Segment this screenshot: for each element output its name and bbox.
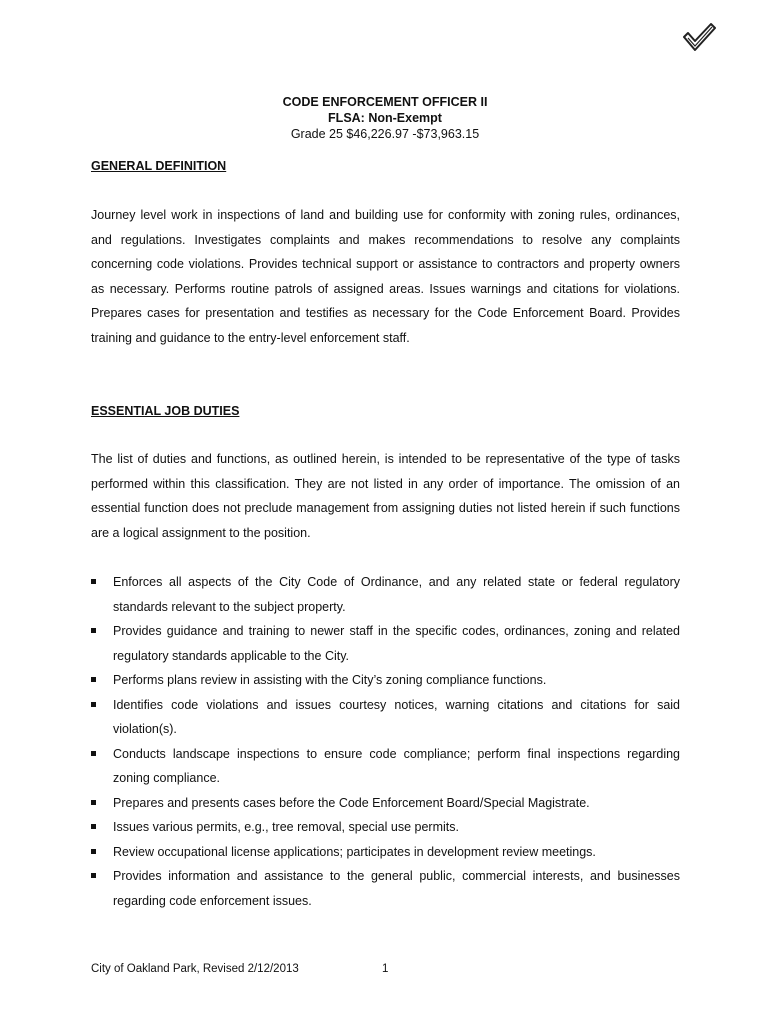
bullet-icon xyxy=(91,579,96,584)
duties-list xyxy=(91,570,680,913)
general-definition-heading: GENERAL DEFINITION xyxy=(91,159,227,173)
duty-text: Identifies code violations and issues courtesy notices, warning citations and citations for said violation(s). xyxy=(113,697,680,736)
job-title: CODE ENFORCEMENT OFFICER II xyxy=(282,95,488,109)
list-item xyxy=(91,791,680,816)
general-definition-text: Journey level work in inspections of land and building use for conformity with zoning rules, ordinances, and regulations. Investigates complaints and makes recommendations to resolve any complaints concerning code violations. Provides technical support or assistance to contractors and property owners as necessary. Performs routine patrols of assigned areas. Issues warnings and citations for violations. Prepares cases for presentation and testifies as necessary for the Code Enforcement Board. Provides training and guidance to the entry-level enforcement staff. xyxy=(91,208,680,345)
list-item xyxy=(91,619,680,668)
duty-text: Performs plans review in assisting with the City’s zoning compliance functions. xyxy=(113,673,547,687)
list-item xyxy=(91,668,680,693)
bullet-icon xyxy=(91,800,96,805)
bullet-icon xyxy=(91,849,96,854)
list-item xyxy=(91,840,680,865)
list-item xyxy=(91,815,680,840)
bullet-icon xyxy=(91,702,96,707)
duty-text: Conducts landscape inspections to ensure code compliance; perform final inspections regarding zoning compliance. xyxy=(113,746,680,785)
page-number: 1 xyxy=(382,963,389,975)
duty-text: Provides information and assistance to the general public, commercial interests, and businesses regarding code enforcement issues. xyxy=(113,869,680,908)
duty-text: Provides guidance and training to newer staff in the specific codes, ordinances, zoning and related regulatory standards applicable to the City. xyxy=(113,624,680,663)
bullet-icon xyxy=(91,824,96,829)
footer-revision: City of Oakland Park, Revised 2/12/2013 xyxy=(91,963,299,975)
flsa-status: FLSA: Non-Exempt xyxy=(328,111,442,125)
duty-text: Enforces all aspects of the City Code of Ordinance, and any related state or federal regulatory standards relevant to the subject property. xyxy=(113,575,680,614)
essential-duties-intro: The list of duties and functions, as outlined herein, is intended to be representative of the type of tasks performed within this classification. They are not listed in any order of importance. The omission of an essential function does not preclude management from assigning duties not listed herein if such functions are a logical assignment to the position. xyxy=(91,452,680,540)
duty-text: Issues various permits, e.g., tree removal, special use permits. xyxy=(113,820,459,834)
essential-duties-heading: ESSENTIAL JOB DUTIES xyxy=(91,404,240,418)
bullet-icon xyxy=(91,677,96,682)
duty-text: Prepares and presents cases before the Code Enforcement Board/Special Magistrate. xyxy=(113,795,590,810)
duty-text: Review occupational license applications; participates in development review meetings. xyxy=(113,844,596,859)
bullet-icon xyxy=(91,873,96,878)
list-item xyxy=(91,864,680,913)
checkmark-icon xyxy=(682,22,716,52)
bullet-icon xyxy=(91,751,96,756)
list-item xyxy=(91,693,680,742)
list-item xyxy=(91,742,680,791)
list-item xyxy=(91,570,680,619)
pay-grade: Grade 25 $46,226.97 -$73,963.15 xyxy=(290,127,480,141)
bullet-icon xyxy=(91,628,96,633)
